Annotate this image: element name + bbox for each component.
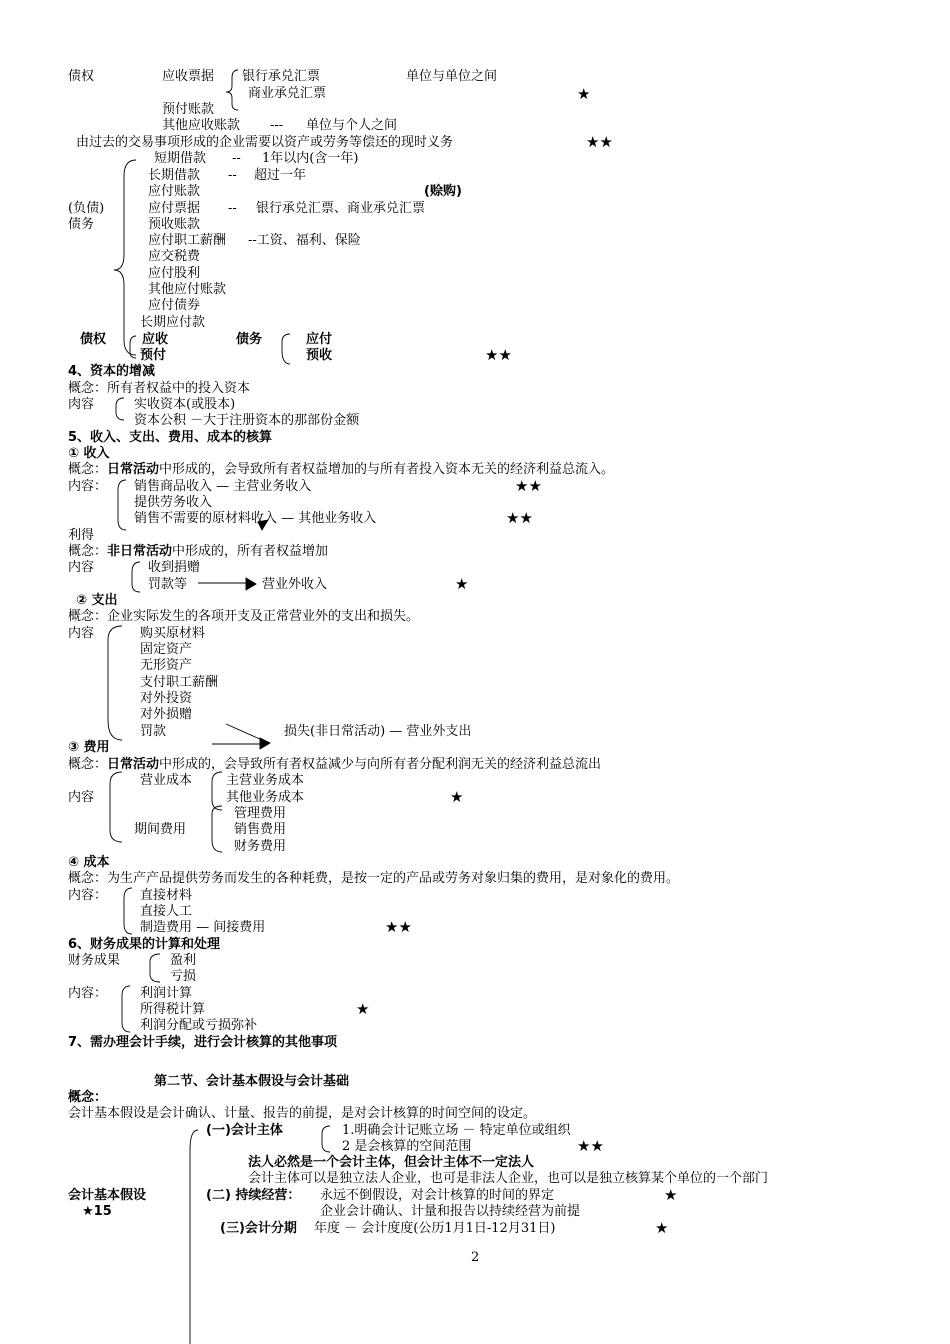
text-prepaid-bold: 预付 [140,348,167,363]
bracket-gains [132,562,140,592]
bracket-liabilities [114,160,136,355]
bracket-cost-content [124,888,132,934]
text-notes-payable: 应付票据 [148,201,201,216]
star-rating: ★★ [506,509,533,527]
heading-financial-results: 6、财务成果的计算和处理 [68,937,221,952]
text-unit-to-person: 单位与个人之间 [306,118,398,133]
bracket-results [150,954,160,982]
text-revenue-concept: 概念：日常活动中形成的，会导致所有者权益增加的与所有者投入资本无关的经济利益总流入。 [68,462,615,477]
text-advance-bold: 预收 [306,348,333,363]
bracket-entity [322,1126,330,1152]
text-credit-purchase: (赊购) [424,184,462,199]
text-penalty: 罚款 [140,724,167,739]
text-payable-bold: 应付 [306,332,333,347]
text-commercial-acceptance: 商业承兑汇票 [248,86,327,101]
heading-accounting-entity: (一)会计主体 [206,1123,283,1138]
text-finance-expense: 财务费用 [234,839,287,854]
text-content-label: 内容 [68,626,95,641]
text-entity-point-2: 2 是会核算的空间范围 [342,1139,472,1154]
heading-other-matters: 7、需办理会计手续，进行会计核算的其他事项 [68,1035,338,1050]
text-direct-labor: 直接人工 [140,904,193,919]
text-expenses-concept: 概念：日常活动中形成的，会导致所有者权益减少与向所有者分配利润无关的经济利益总流出 [68,757,602,772]
text-admin-expense: 管理费用 [234,806,287,821]
text-content-label: 内容： [68,888,108,903]
text-debtor-label: 债务 [68,217,95,232]
text-entity-scope: 会计主体可以是独立法人企业，也可是非法人企业，也可以是独立核算某个单位的一个部门 [248,1171,769,1186]
text-fines: 罚款等 [148,577,188,592]
star-rating: ★ [455,575,469,593]
text-profit-distribution: 利润分配或亏损弥补 [140,1018,258,1033]
text-capital-reserve: 资本公积 －大于注册资本的那部份金额 [134,413,360,428]
text-entity-point-1: 1.明确会计记账立场 － 特定单位或组织 [342,1123,571,1138]
bracket-expense-content [110,772,122,842]
text-legal-person-note: 法人必然是一个会计主体，但会计主体不一定法人 [248,1155,535,1170]
text-accounts-payable: 应付账款 [148,184,201,199]
text-paid-in-capital: 实收资本(或股本) [134,397,236,412]
star-rating: ★★ [515,477,542,495]
page-number: 2 [471,1250,480,1265]
text-taxes-payable: 应交税费 [148,249,201,264]
text-score-badge: ★15 [82,1204,112,1219]
text-expenditure-concept: 概念：企业实际发生的各项开支及正常营业外的支出和损失。 [68,609,420,624]
text-other-payables: 其他应付账款 [148,282,227,297]
text-content-label: 内容： [68,986,108,1001]
text-income-tax-calc: 所得税计算 [140,1002,206,1017]
star-rating: ★ [577,85,591,103]
text-content-label: 内容： [68,479,108,494]
bracket-receivable-notes [226,70,238,110]
text-creditor: 债权 [68,69,95,84]
text-dash: --- [270,118,284,133]
text-loss: 亏损 [170,969,197,984]
text-assumption-definition: 会计基本假设是会计确认、计量、报告的前提，是对会计核算的时间空间的设定。 [68,1106,537,1121]
text-creditor-bold: 债权 [80,332,107,347]
text-profit-calc: 利润计算 [140,986,193,1001]
text-fixed-assets: 固定资产 [140,642,193,657]
text-external-investment: 对外投资 [140,691,193,706]
text-content-label: 内容 [68,790,95,805]
text-manufacturing-overhead: 制造费用 — 间接费用 [140,920,266,935]
bracket-assumptions [190,1130,198,1344]
star-rating: ★ [450,788,464,806]
section-title: 第二节、会计基本假设与会计基础 [154,1074,350,1089]
text-prepayments: 预付账款 [162,102,215,117]
text-content-label: 内容 [68,560,95,575]
star-rating: ★★ [385,918,412,936]
bracket-results-content [122,986,130,1032]
text-service-revenue: 提供劳务收入 [134,495,213,510]
text-other-business-cost: 其他业务成本 [226,790,305,805]
text-notes-receivable: 应收票据 [162,69,215,84]
text-unit-to-unit: 单位与单位之间 [406,69,498,84]
text-external-donation: 对外损赠 [140,707,193,722]
heading-expenditure: ② 支出 [76,593,118,608]
arrow-donation-head [246,578,256,590]
text-payroll-payable: 应付职工薪酬 [148,233,227,248]
heading-expenses: ③ 费用 [68,740,110,755]
text-liability-definition: 由过去的交易事项形成的企业需要以资产或劳务等偿还的现时义务 [76,135,454,150]
bracket-operating-cost [212,772,222,810]
heading-concept: 概念： [68,1090,108,1105]
text-financial-results: 财务成果 [68,953,121,968]
bracket-capital [116,398,124,420]
text-main-business-cost: 主营业务成本 [226,773,305,788]
text-bonds-payable: 应付债券 [148,298,201,313]
star-rating: ★★ [586,133,613,151]
star-rating: ★★ [577,1137,604,1155]
text-over-one-year: 超过一年 [254,168,307,183]
text-pay-salaries: 支付职工薪酬 [140,675,219,690]
star-rating: ★ [664,1186,678,1204]
heading-revenue: ① 收入 [68,446,110,461]
text-direct-materials: 直接材料 [140,888,193,903]
text-within-one-year: 1年以内(含一年) [262,151,359,166]
text-gains: 利得 [68,528,95,543]
text-non-operating-income: 营业外收入 [262,577,328,592]
text-long-term-payables: 长期应付款 [140,315,206,330]
text-period-expense: 期间费用 [134,822,187,837]
text-gains-concept: 概念：非日常活动中形成的，所有者权益增加 [68,544,329,559]
bracket-period-cost [212,806,222,852]
text-acceptance-types: 银行承兑汇票、商业承兑汇票 [256,201,426,216]
heading-accounting-period: (三)会计分期 [220,1221,297,1236]
text-other-receivables: 其他应收账款 [162,118,241,133]
text-buy-materials: 购买原材料 [140,626,206,641]
text-capital-concept: 概念：所有者权益中的投入资本 [68,381,251,396]
arrow-fine-head [260,738,270,749]
text-intangible-assets: 无形资产 [140,658,193,673]
star-rating: ★ [655,1219,669,1237]
text-donations: 收到捐赠 [148,560,201,575]
bracket-expenditure [108,626,122,740]
text-going-concern-premise: 企业会计确认、计量和报告以持续经营为前提 [320,1204,581,1219]
text-loss-non-operating: 损失(非日常活动) — 营业外支出 [284,724,472,739]
text-operating-cost: 营业成本 [140,773,193,788]
text-profit: 盈利 [170,953,197,968]
star-rating: ★★ [485,346,512,364]
text-basic-assumptions: 会计基本假设 [68,1188,147,1203]
text-dash: -- [228,201,237,216]
text-cost-concept: 概念：为生产产品提供劳务而发生的各种耗费，是按一定的产品或劳务对象归集的费用，是对象化的费用。 [68,871,680,886]
text-bank-acceptance: 银行承兑汇票 [242,69,321,84]
text-content-label: 肉容 [68,397,95,412]
bracket-debt-pay [282,334,290,364]
arrow-fine-line-1 [226,724,262,740]
text-long-loan: 长期借款 [148,168,201,183]
text-fiscal-year: 年度 － 会计度度(公历1月1日-12月31日) [314,1221,556,1236]
text-materials-revenue: 销售不需要的原材料收入 — 其他业务收入 [134,511,377,526]
text-advance-receipts: 预收账款 [148,217,201,232]
text-going-concern-desc: 永远不倒假设，对会计核算的时间的界定 [320,1188,555,1203]
text-debtor-bold: 债务 [236,332,263,347]
text-liability-label: (负债) [68,201,105,216]
heading-capital-change: 4、资本的增减 [68,364,156,379]
text-dividends-payable: 应付股利 [148,266,201,281]
heading-cost: ④ 成本 [68,855,110,870]
heading-going-concern: (二) 持续经营： [206,1188,301,1203]
text-dash: -- [232,151,241,166]
text-dash: -- [228,168,237,183]
text-selling-expense: 销售费用 [234,822,287,837]
text-sales-revenue: 销售商品收入 — 主营业务收入 [134,479,312,494]
bracket-income [118,480,126,530]
text-payroll-items: --工资、福利、保险 [248,233,361,248]
star-rating: ★ [356,1000,370,1018]
heading-income-expense: 5、收入、支出、费用、成本的核算 [68,430,273,445]
text-receivable-bold: 应收 [142,332,169,347]
text-short-loan: 短期借款 [154,151,207,166]
